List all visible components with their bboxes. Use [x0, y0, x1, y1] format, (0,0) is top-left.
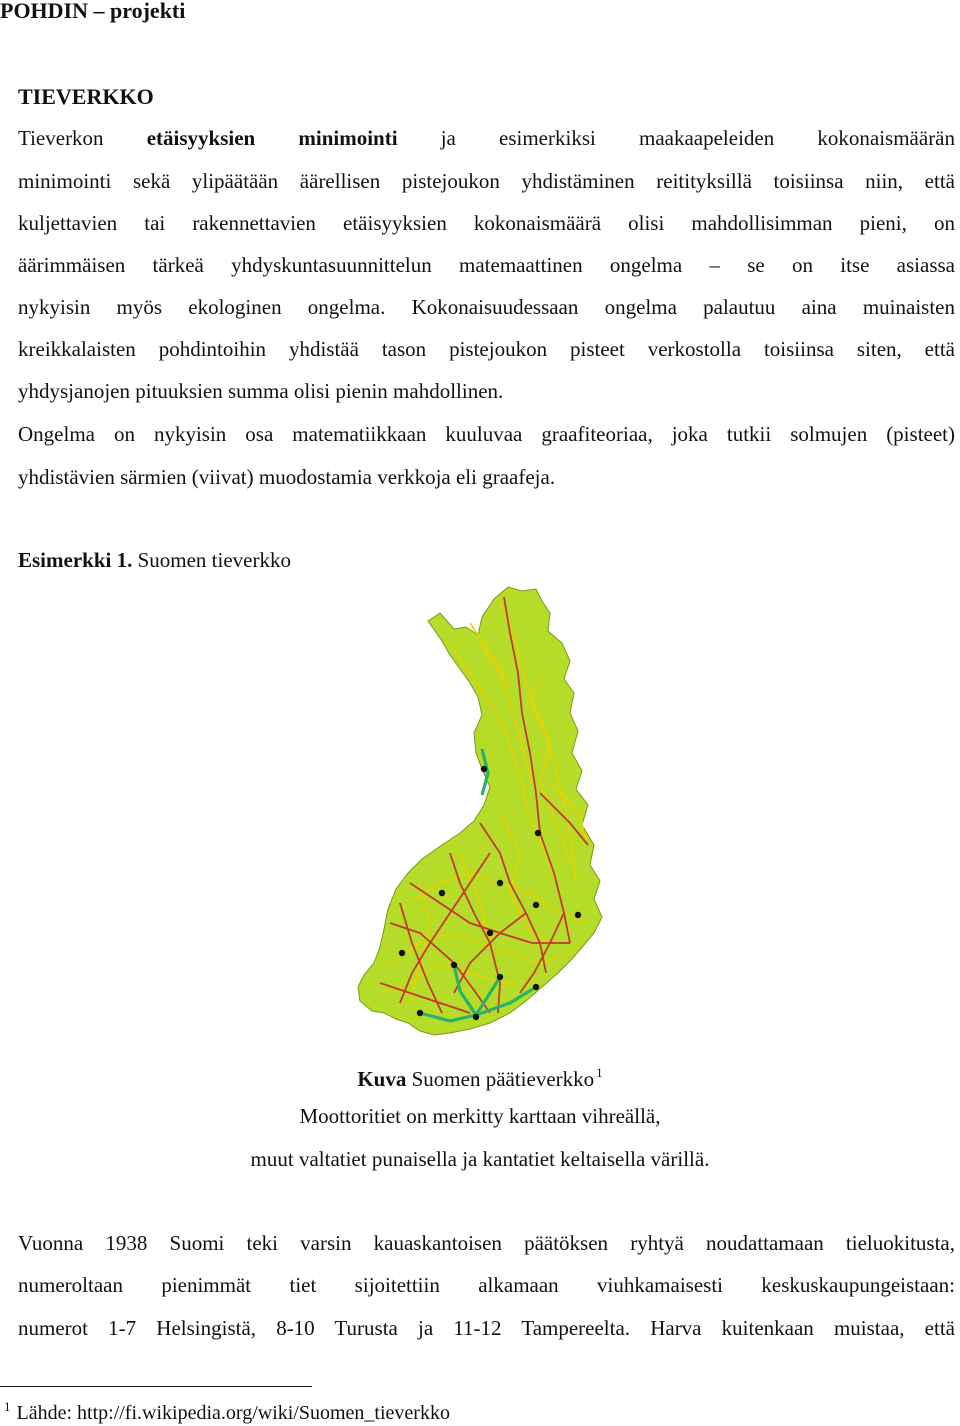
emphasis-text: etäisyyksien minimointi [146, 126, 398, 150]
city-dot [533, 902, 539, 908]
footnote-mark: 1 [4, 1399, 11, 1414]
paragraph-line: numeroltaan pienimmät tiet sijoitettiin alkamaan viuhkamaisesti keskuskaupungeistaan: [18, 1273, 955, 1297]
city-dot [487, 930, 493, 936]
city-dot [481, 766, 487, 772]
example-title: Suomen tieverkko [132, 548, 291, 572]
example-heading [18, 547, 955, 573]
paragraph-line: numerot 1-7 Helsingistä, 8-10 Turusta ja 11-12 Tampereelta. Harva kuitenkaan muistaa, että [18, 1316, 955, 1340]
city-dot [535, 830, 541, 836]
document-header: POHDIN – projekti [0, 0, 186, 23]
city-dot [575, 912, 581, 918]
city-dot [451, 962, 457, 968]
paragraph-line: äärimmäisen tärkeä yhdyskuntasuunnittelun matemaattinen ongelma – se on itse asiassa [18, 253, 955, 277]
paragraph-line: yhdistävien särmien (viivat) muodostamia verkkoja eli graafeja. [18, 465, 556, 489]
city-dot [497, 974, 503, 980]
footnote-rule [0, 1386, 312, 1387]
paragraph-line: kuljettavien tai rakennettavien etäisyyksien kokonaismäärä olisi mahdollisimman pieni, on [18, 211, 955, 235]
footnote [4, 1399, 450, 1425]
figure-caption-line: muut valtatiet punaisella ja kantatiet keltaisella värillä. [250, 1147, 710, 1171]
section-heading: TIEVERKKO [18, 84, 154, 109]
figure-caption-line: Moottoritiet on merkitty karttaan vihreällä, [299, 1104, 661, 1128]
caption-label: Kuva [357, 1067, 407, 1091]
city-dot [399, 950, 405, 956]
figure-caption [0, 1060, 960, 1092]
city-dot [533, 984, 539, 990]
paragraph-line: minimointi sekä ylipäätään äärellisen pistejoukon yhdistäminen reitityksillä toisiinsa niin, että [18, 169, 955, 193]
city-dot [417, 1010, 423, 1016]
finland-road-map [350, 583, 610, 1043]
footnote-ref: 1 [596, 1065, 603, 1080]
caption-title: Suomen päätieverkko [406, 1067, 595, 1091]
paragraph-line: kreikkalaisten pohdintoihin yhdistää tason pistejoukon pisteet verkostolla toisiinsa siten, että [18, 337, 955, 361]
paragraph-line: nykyisin myös ekologinen ongelma. Kokonaisuudessaan ongelma palautuu aina muinaisten [18, 295, 955, 319]
city-dot [497, 880, 503, 886]
city-dot [439, 890, 445, 896]
paragraph-line: Tieverkon etäisyyksien minimointi ja esimerkiksi maakaapeleiden kokonaismäärän [18, 126, 956, 150]
paragraph-line: yhdysjanojen pituuksien summa olisi pienin mahdollinen. [18, 379, 504, 403]
city-dot [473, 1014, 479, 1020]
paragraph-line: Ongelma on nykyisin osa matematiikkaan kuuluvaa graafiteoriaa, joka tutkii solmujen (pisteet) [18, 422, 955, 446]
footnote-text: Lähde: http://fi.wikipedia.org/wiki/Suomen_tieverkko [16, 1402, 450, 1424]
paragraph-line: Vuonna 1938 Suomi teki varsin kauaskantoisen päätöksen ryhtyä noudattamaan tieluokitusta, [18, 1231, 955, 1255]
example-label: Esimerkki 1. [18, 548, 133, 572]
